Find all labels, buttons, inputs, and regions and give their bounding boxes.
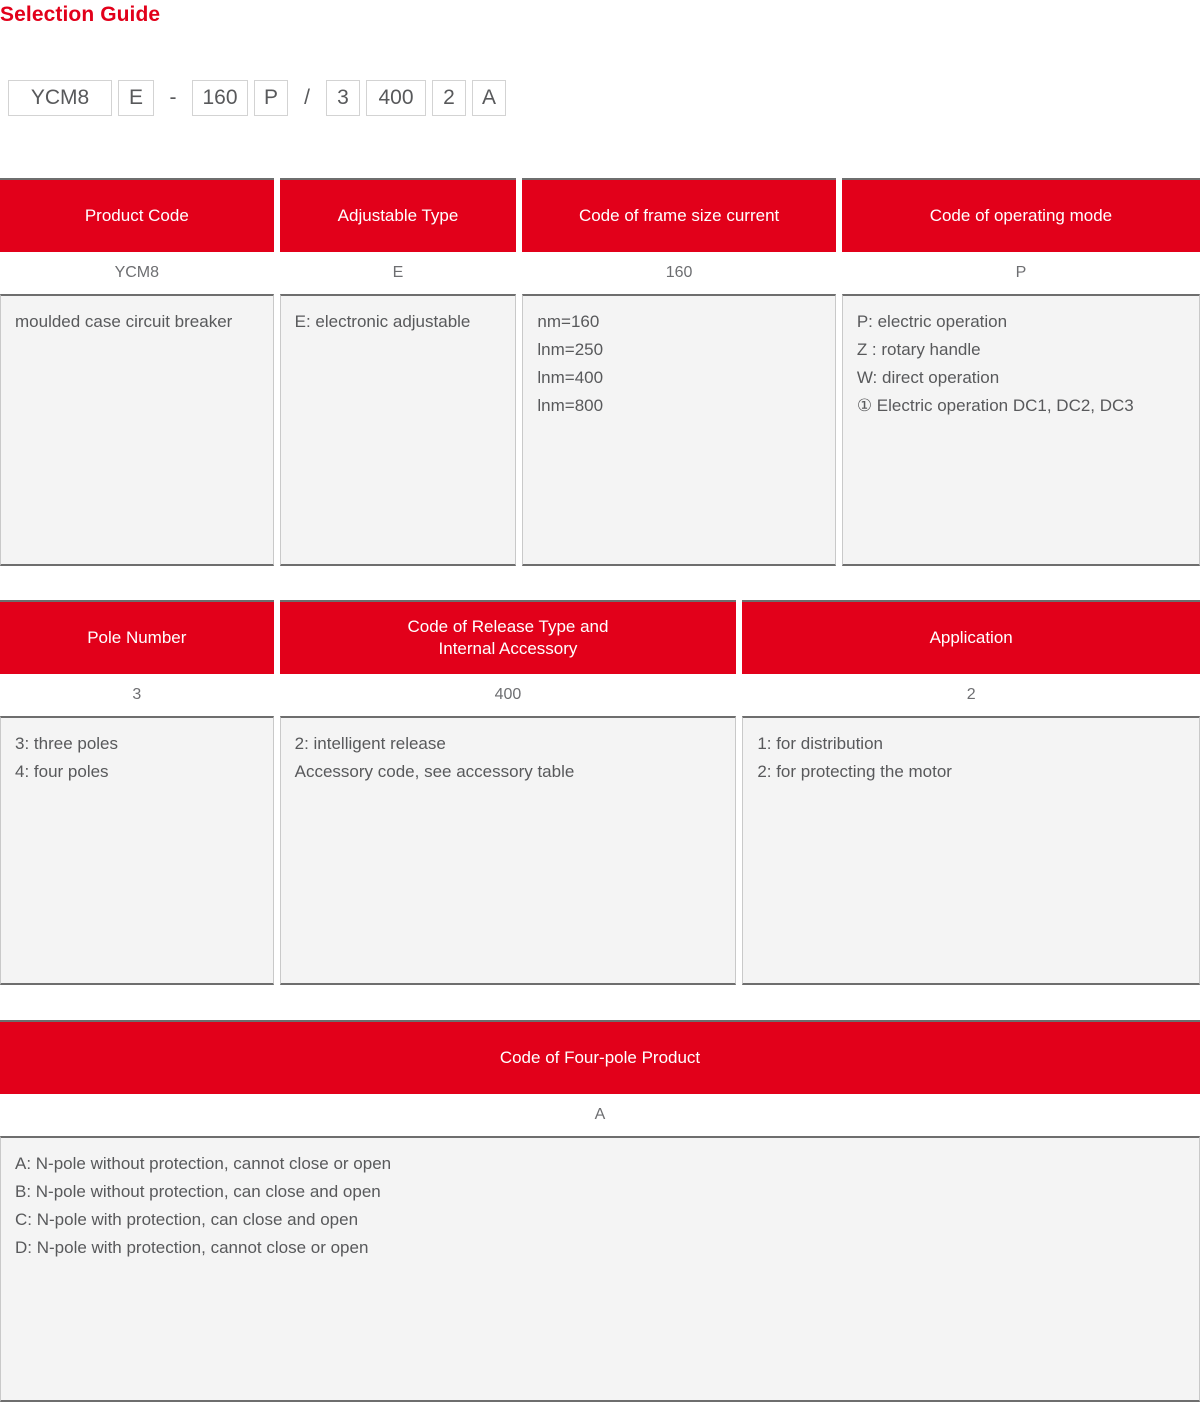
column-operating-mode — [842, 178, 1200, 566]
column-body — [280, 716, 737, 985]
selection-table-row-1 — [0, 178, 1200, 566]
column-header: Adjustable Type — [280, 178, 517, 252]
column-header-line-2: Internal Accessory — [438, 639, 578, 658]
body-line: nm=160 — [537, 312, 600, 331]
column-product-code — [0, 178, 274, 566]
code-separator-slash: / — [304, 86, 310, 109]
column-value: 3 — [0, 674, 274, 716]
column-value: E — [280, 252, 517, 294]
column-body — [0, 716, 274, 985]
column-header — [280, 600, 737, 674]
column-value: YCM8 — [0, 252, 274, 294]
body-line: 1: for distribution — [757, 734, 883, 753]
body-line: D: N-pole with protection, cannot close or open — [15, 1238, 369, 1257]
body-line: E: electronic adjustable — [294, 312, 471, 331]
selection-table-row-3 — [0, 1020, 1200, 1402]
code-box-product-code[interactable]: YCM8 — [8, 80, 112, 116]
body-line: C: N-pole with protection, can close and open — [15, 1210, 359, 1229]
column-header-line-1: Code of Release Type and — [407, 617, 609, 636]
column-value: P — [842, 252, 1200, 294]
code-box-frame-size-current[interactable]: 160 — [192, 80, 248, 116]
product-code-string — [8, 80, 512, 116]
code-box-application[interactable]: 2 — [432, 80, 466, 116]
page-title: Selection Guide — [0, 3, 161, 26]
body-line: P: electric operation — [856, 312, 1008, 331]
column-four-pole-product — [0, 1020, 1200, 1402]
column-adjustable-type — [280, 178, 517, 566]
code-box-four-pole-code[interactable]: A — [472, 80, 506, 116]
body-line: 4: four poles — [15, 762, 109, 781]
column-header: Code of Four-pole Product — [0, 1020, 1200, 1094]
column-body — [0, 1136, 1200, 1402]
code-box-operating-mode[interactable]: P — [254, 80, 288, 116]
body-line: Z : rotary handle — [856, 340, 981, 359]
code-box-release-type[interactable]: 400 — [366, 80, 426, 116]
column-body — [0, 294, 274, 566]
column-body — [742, 716, 1200, 985]
column-header: Product Code — [0, 178, 274, 252]
body-line: 2: intelligent release — [294, 734, 446, 753]
column-body — [280, 294, 517, 566]
code-separator-dash: - — [169, 86, 177, 109]
column-value: 2 — [742, 674, 1200, 716]
column-application — [742, 600, 1200, 985]
body-line: Accessory code, see accessory table — [294, 762, 575, 781]
code-box-adjustable-type[interactable]: E — [118, 80, 154, 116]
body-line: 2: for protecting the motor — [757, 762, 952, 781]
body-line: lnm=400 — [537, 368, 604, 387]
column-header: Pole Number — [0, 600, 274, 674]
column-value: 400 — [280, 674, 737, 716]
body-line: moulded case circuit breaker — [15, 312, 233, 331]
column-release-type-and-internal-accessory — [280, 600, 737, 985]
column-pole-number — [0, 600, 274, 985]
code-box-pole-number[interactable]: 3 — [326, 80, 360, 116]
column-body — [842, 294, 1200, 566]
body-line: lnm=250 — [537, 340, 604, 359]
column-frame-size-current — [522, 178, 835, 566]
column-header: Code of operating mode — [842, 178, 1200, 252]
column-value: 160 — [522, 252, 835, 294]
body-line: ① Electric operation DC1, DC2, DC3 — [856, 396, 1134, 415]
body-line: 3: three poles — [15, 734, 119, 753]
column-header: Code of frame size current — [522, 178, 835, 252]
body-line: W: direct operation — [856, 368, 1000, 387]
selection-table-row-2 — [0, 600, 1200, 985]
column-header: Application — [742, 600, 1200, 674]
column-value: A — [0, 1094, 1200, 1136]
body-line: B: N-pole without protection, can close and open — [15, 1182, 381, 1201]
body-line: A: N-pole without protection, cannot close or open — [15, 1154, 392, 1173]
body-line: lnm=800 — [537, 396, 604, 415]
column-body — [522, 294, 835, 566]
